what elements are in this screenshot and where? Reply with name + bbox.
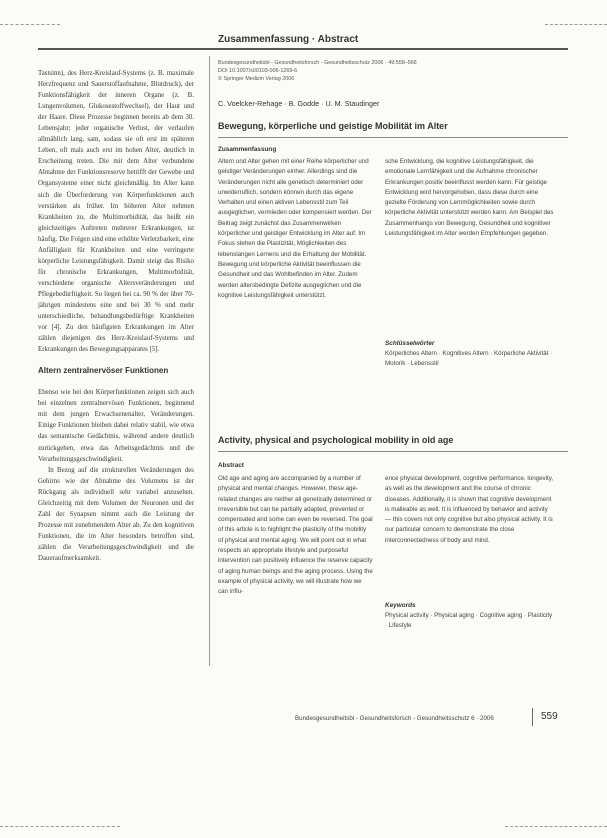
german-title: Bewegung, körperliche und geistige Mobilität im Alter <box>218 121 448 131</box>
header-rule <box>38 48 568 50</box>
crop-mark-top-left <box>0 24 60 25</box>
crop-mark-top-right <box>545 24 607 25</box>
german-abstract-text-a: Altern und Alter gehen mit einer Reihe körperlicher und geistiger Veränderungen einher. Allerdings sind die Veränderungen nicht alle genetisch determiniert oder unwiderruflich, sondern können durch das eigene Verhalten und einen aktiven Lebensstil zum Teil ausgeglichen, vermieden oder kompensiert werden. Der Beitrag zeigt zunächst das Zusammenwirken körperlicher und geistiger Entwicklung im Alter auf. Im Fokus stehen die Plastizität, Möglichkeiten des lebenslangen Lernens und die Erhaltung der Mobilität. Bewegung und körperliche Aktivität beeinflussen die Gesundheit und das Wohlbefinden im Alter. Zudem werden altersbedingte Defizite ausgeglichen und die kognitive Leistungsfähigkeit unterstützt. <box>218 158 372 299</box>
english-title-rule <box>218 451 568 452</box>
crop-mark-bottom-left <box>0 826 120 827</box>
english-title: Activity, physical and psychological mobility in old age <box>218 435 454 445</box>
english-abstract-label: Abstract <box>218 462 244 469</box>
page-number: 559 <box>541 711 558 722</box>
left-paragraph-2: Ebenso wie bei den Körperfunktionen zeigen sich auch bei einzelnen zentralnervösen Funktionen, beginnend mit dem jungen Erwachsenenalter, Veränderungen. Einige Funktionen bleiben dabei relativ stabil, wie etwa das semantische Gedächtnis, während andere deutlich zurückgehen, etwa das Arbeitsgedächtnis und die Verarbeitungsgeschwindigkeit. <box>38 389 194 463</box>
meta-citation: Bundesgesundheitsbl - Gesundheitsforsch - Gesundheitsschutz 2006 · 49:558–566 <box>218 60 417 66</box>
german-keywords-text: Körperliches Altern · Kognitives Altern · Körperliche Aktivität · Motorik · Lebensstil <box>385 350 553 368</box>
left-heading: Altern zentralnervöser Funktionen <box>38 366 169 376</box>
english-keywords-label: Keywords <box>385 602 416 609</box>
english-abstract-col-b <box>385 474 555 594</box>
column-divider <box>209 56 210 666</box>
english-keywords <box>385 602 555 632</box>
english-abstract-col-a <box>218 474 373 704</box>
footer-journal: Bundesgesundheitsbl - Gesundheitsforsch - Gesundheitsschutz 6 · 2006 <box>295 715 494 722</box>
german-abstract-col-a <box>218 157 373 387</box>
english-keywords-text: Physical activity · Physical aging · Cognitive aging · Plasticity · Lifestyle <box>385 612 553 630</box>
meta-copyright: © Springer Medizin Verlag 2006 <box>218 75 295 82</box>
crop-mark-bottom-right <box>505 826 607 827</box>
german-abstract-col-b <box>385 157 555 292</box>
english-abstract-text-a: Old age and aging are accompanied by a number of physical and mental changes. However, these age-related changes are neither all genetically determined or irreversible but can be partially adapted, prevented or compensated and some can even be reversed. The goal of this article is to highlight the plasticity of the mobility of physical and mental aging. We will point out in what respects an appropriate lifestyle and purposeful intervention can positively influence the reserve capacity of aging human beings and the aging process. Using the example of physical activity, we will illustrate how we can influ- <box>218 475 373 596</box>
german-keywords-label: Schlüsselwörter <box>385 340 435 347</box>
article-meta <box>218 60 458 83</box>
english-abstract-text-b: ence physical development, cognitive performance, longevity, as well as the development and the course of chronic diseases. Additionally, it is shown that cognitive development is malleable as well. It is influenced by behavior and activity — this covers not only cognitive but also physical activity. It is our particular concern to demonstrate the close interconnectedness of body and mind. <box>385 475 554 544</box>
left-paragraph-3: In Bezug auf die strukturellen Veränderungen des Gehirns wie der Abnahme des Volumens ist der Rückgang als individuell sehr variabel anzusehen. Gleichzeitig mit dem Volumen der Neuronen und der Zahl der Synapsen nimmt auch die Leistung der Prozesse mit zunehmendem Alter ab. Zu den kognitiven Funktionen, die im Alter besonders betroffen sind, zählen die Verarbeitungsgeschwindigkeit und die Daueraufmerksamkeit. <box>38 466 194 562</box>
left-column <box>38 68 194 564</box>
authors: C. Voelcker-Rehage · B. Godde · U. M. Staudinger <box>218 99 380 108</box>
german-title-rule <box>218 137 568 138</box>
german-keywords <box>385 340 555 370</box>
left-paragraph-1: Tastsinn), des Herz-Kreislauf-Systems (z. B. maximale Herzfrequenz und Sauerstoffaufnahme, Blutdruck), der Funktionsfähigkeit der inneren Organe (z. B. Lungenvolumen, Glukosestoffwechsel), der Haut und der Haare. Diese Prozesse beginnen bereits ab dem 30. Lebensjahr; jeder organische Verlust, der verlaufen allmählich lang, sam, sodass sie oft erst im späteren Leben, oft mals auch erst im hohen Alter, deutlich in Erscheinung treten. Die mit dem Alter verbundene Abnahme der Funktionsreserve betrifft der Gewebe und Organsysteme einer nicht gleichmäßig. Im Alter kann sich die Überforderung von Körperfunktionen auch verstärken als früher. Im höheren Alter nehmen Krankheiten zu, die Multimorbidität, das heißt ein gleichzeitiges Auftreten mehrerer Erkrankungen, ist häufig. Die Folgen sind eine erhöhte Verletzbarkeit, eine Anfälligkeit für Krankheiten und eine verringerte körperliche Leistungsfähigkeit. Damit steigt das Risiko für chronische Erkrankungen, Multimorbidität, verschiedene organische Altersveränderungen und Pflegebedürftigkeit. So liegen bei ca. 90 % der über 70-jährigen mindestens eine und bei 30 % und mehr unterschiedliche, behandlungsbedürftige Krankheiten vor [4]. Zu den häufigsten Erkrankungen im Alter zählen diejenigen des Herz-Kreislauf-Systems und Erkrankungen des Bewegungsapparates [5]. <box>38 70 194 354</box>
footer-divider <box>532 708 533 726</box>
german-abstract-label: Zusammenfassung <box>218 146 277 153</box>
meta-doi: DOI 10.1007/s00103-006-1269-6 <box>218 67 298 74</box>
section-title: Zusammenfassung · Abstract <box>218 34 359 45</box>
german-abstract-text-b: sche Entwicklung, die kognitive Leistungsfähigkeit, die emotionale Lernfähigkeit und die Aufnahme chronischer Erkrankungen positiv beeinflusst werden kann. Für geistige Entwicklung wird hervorgehoben, dass diese durch eine gezielte Förderung von Lernmöglichkeiten sowie durch körperliche Aktivität unterstützt werden kann. Am Beispiel des Zusammenhangs von Bewegung, Gesundheit und kognitiver Leistungsfähigkeit im Alter werden Empfehlungen gegeben. <box>385 158 554 238</box>
